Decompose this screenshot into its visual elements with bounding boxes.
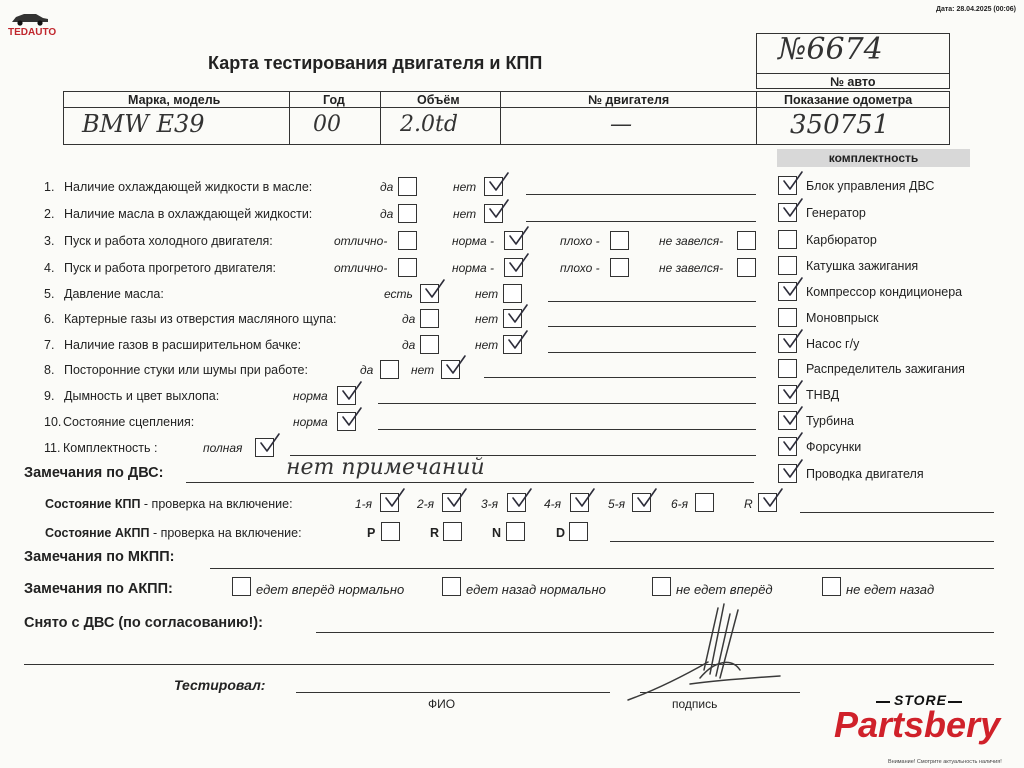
bottom-note: Внимание! Смотрите актуальность наличия! bbox=[888, 759, 1002, 765]
checklist-label: Наличие масла в охлаждающей жидкости: bbox=[64, 207, 313, 221]
checklist-num: 6. bbox=[44, 312, 55, 326]
akpp-option-label: едет назад нормально bbox=[466, 582, 606, 597]
option-label: нет bbox=[475, 338, 499, 352]
auto-gear-checkbox[interactable] bbox=[381, 522, 400, 541]
completeness-item-label: Насос г/у bbox=[806, 337, 860, 351]
option-label: да bbox=[380, 180, 394, 194]
completeness-item-label: Блок управления ДВС bbox=[806, 179, 935, 193]
option-label: норма bbox=[293, 415, 328, 429]
handwritten-signature bbox=[620, 600, 800, 710]
option-label: да bbox=[402, 338, 416, 352]
option-label: отлично- bbox=[334, 261, 388, 275]
checklist-num: 4. bbox=[44, 261, 55, 275]
brand-name: Partsbery bbox=[834, 704, 1001, 745]
completeness-checkbox[interactable] bbox=[778, 308, 797, 327]
option-label: не завелся- bbox=[659, 234, 724, 248]
value-year: 00 bbox=[313, 112, 341, 137]
auto-gear-label: N bbox=[492, 526, 502, 540]
option-checkbox[interactable] bbox=[398, 231, 417, 250]
option-checkbox[interactable] bbox=[380, 360, 399, 379]
gear-label: 1-я bbox=[355, 497, 373, 511]
option-checkbox[interactable] bbox=[420, 309, 439, 328]
gear-checkbox[interactable] bbox=[695, 493, 714, 512]
check-mark bbox=[339, 406, 365, 428]
option-label: нет bbox=[475, 312, 499, 326]
completeness-item-label: Распределитель зажигания bbox=[806, 362, 965, 376]
logo-text: TEDAUTO bbox=[8, 27, 57, 38]
gearbox-manual-label: Состояние КПП - проверка на включение: bbox=[45, 497, 293, 511]
header-year: Год bbox=[323, 93, 345, 107]
fio-label: ФИО bbox=[428, 697, 456, 711]
option-checkbox[interactable] bbox=[737, 231, 756, 250]
option-label: норма bbox=[293, 389, 328, 403]
check-mark bbox=[780, 276, 806, 298]
checklist-num: 9. bbox=[44, 389, 55, 403]
option-checkbox[interactable] bbox=[398, 258, 417, 277]
brand-logo bbox=[832, 693, 1012, 749]
akpp-option-label: не едет назад bbox=[846, 582, 935, 597]
option-label: отлично- bbox=[334, 234, 388, 248]
completeness-header: комплектность bbox=[777, 149, 970, 167]
value-odometer: 350751 bbox=[790, 110, 890, 140]
check-mark bbox=[444, 487, 470, 509]
option-checkbox[interactable] bbox=[420, 335, 439, 354]
completeness-checkbox[interactable] bbox=[778, 359, 797, 378]
check-mark bbox=[506, 252, 532, 274]
car-number-value: №6674 bbox=[778, 32, 883, 67]
check-mark bbox=[509, 487, 535, 509]
checklist-label: Давление масла: bbox=[64, 287, 164, 301]
option-checkbox[interactable] bbox=[737, 258, 756, 277]
gear-label: 2-я bbox=[417, 497, 435, 511]
check-mark bbox=[780, 379, 806, 401]
akpp-option-checkbox[interactable] bbox=[822, 577, 841, 596]
car-number-label: № авто bbox=[830, 75, 876, 89]
option-label: норма - bbox=[452, 234, 495, 248]
checklist-num: 8. bbox=[44, 363, 55, 377]
completeness-item-label: ТНВД bbox=[806, 388, 840, 402]
completeness-item-label: Проводка двигателя bbox=[806, 467, 924, 481]
option-checkbox[interactable] bbox=[610, 258, 629, 277]
value-model: BMW E39 bbox=[82, 110, 205, 138]
gear-label: 3-я bbox=[481, 497, 499, 511]
brand-store: STORE bbox=[894, 692, 947, 708]
check-mark bbox=[780, 458, 806, 480]
header-volume: Объём bbox=[417, 93, 460, 107]
checklist-num: 10. bbox=[44, 415, 62, 429]
completeness-item-label: Катушка зажигания bbox=[806, 259, 919, 273]
gear-label: 6-я bbox=[671, 497, 689, 511]
option-label: да bbox=[360, 363, 374, 377]
option-label: есть bbox=[384, 287, 413, 301]
check-mark bbox=[780, 431, 806, 453]
option-checkbox[interactable] bbox=[398, 204, 417, 223]
akpp-option-label: едет вперёд нормально bbox=[256, 582, 405, 597]
checklist-num: 1. bbox=[44, 180, 55, 194]
completeness-item-label: Карбюратор bbox=[806, 233, 877, 247]
remarks-engine-value: нет примечаний bbox=[286, 455, 485, 480]
gearbox-auto-label: Состояние АКПП - проверка на включение: bbox=[45, 526, 302, 540]
akpp-option-checkbox[interactable] bbox=[232, 577, 251, 596]
check-mark bbox=[505, 303, 531, 325]
gear-label: 4-я bbox=[544, 497, 562, 511]
akpp-option-checkbox[interactable] bbox=[442, 577, 461, 596]
check-mark bbox=[780, 405, 806, 427]
check-mark bbox=[760, 487, 786, 509]
header-model: Марка, модель bbox=[128, 93, 221, 107]
check-mark bbox=[382, 487, 408, 509]
gear-label: 5-я bbox=[608, 497, 626, 511]
completeness-checkbox[interactable] bbox=[778, 256, 797, 275]
option-label: нет bbox=[475, 287, 499, 301]
checklist-label: Дымность и цвет выхлопа: bbox=[64, 389, 220, 403]
checklist-num: 11. bbox=[44, 441, 61, 455]
auto-gear-label: P bbox=[367, 526, 376, 540]
auto-gear-label: R bbox=[430, 526, 440, 540]
auto-gear-label: D bbox=[556, 526, 566, 540]
check-mark bbox=[634, 487, 660, 509]
check-mark bbox=[422, 278, 448, 300]
option-label: плохо - bbox=[560, 261, 600, 275]
checklist-label: Пуск и работа холодного двигателя: bbox=[64, 234, 273, 248]
auto-gear-checkbox[interactable] bbox=[443, 522, 462, 541]
check-mark bbox=[339, 380, 365, 402]
checklist-num: 2. bbox=[44, 207, 55, 221]
remarks-engine-label: Замечания по ДВС: bbox=[24, 465, 164, 481]
check-mark bbox=[780, 197, 806, 219]
checklist-num: 3. bbox=[44, 234, 55, 248]
check-mark bbox=[572, 487, 598, 509]
checklist-label: Посторонние стуки или шумы при работе: bbox=[64, 363, 308, 377]
checklist-num: 7. bbox=[44, 338, 55, 352]
auto-gear-checkbox[interactable] bbox=[569, 522, 588, 541]
check-mark bbox=[505, 329, 531, 351]
checklist-label: Пуск и работа прогретого двигателя: bbox=[64, 261, 276, 275]
completeness-item-label: Форсунки bbox=[806, 440, 862, 454]
page-title: Карта тестирования двигателя и КПП bbox=[208, 53, 543, 73]
option-checkbox[interactable] bbox=[398, 177, 417, 196]
header-odometer: Показание одометра bbox=[784, 93, 913, 107]
completeness-item-label: Турбина bbox=[806, 414, 854, 428]
removed-label: Снято с ДВС (по согласованию!): bbox=[24, 615, 263, 631]
option-label: плохо - bbox=[560, 234, 600, 248]
option-label: да bbox=[380, 207, 394, 221]
remarks-mkpp-label: Замечания по МКПП: bbox=[24, 549, 175, 565]
logo bbox=[8, 10, 57, 38]
car-icon bbox=[10, 10, 50, 26]
option-label: нет bbox=[453, 180, 477, 194]
option-label: нет bbox=[453, 207, 477, 221]
check-mark bbox=[486, 198, 512, 220]
check-mark bbox=[780, 328, 806, 350]
remarks-akpp-label: Замечания по АКПП: bbox=[24, 581, 173, 597]
check-mark bbox=[506, 225, 532, 247]
option-label: нет bbox=[411, 363, 435, 377]
check-mark bbox=[486, 171, 512, 193]
completeness-item-label: Компрессор кондиционера bbox=[806, 285, 963, 299]
option-checkbox[interactable] bbox=[503, 284, 522, 303]
header-engine-no: № двигателя bbox=[588, 93, 670, 107]
signature-label: подпись bbox=[672, 697, 718, 711]
checklist-label: Наличие газов в расширительном бачке: bbox=[64, 338, 302, 352]
checklist-label: Наличие охлаждающей жидкости в масле: bbox=[64, 180, 313, 194]
check-mark bbox=[443, 354, 469, 376]
option-checkbox[interactable] bbox=[610, 231, 629, 250]
completeness-checkbox[interactable] bbox=[778, 230, 797, 249]
completeness-item-label: Моновпрыск bbox=[806, 311, 879, 325]
print-date: Дата: 28.04.2025 (00:06) bbox=[935, 6, 1016, 13]
gear-label: R bbox=[744, 497, 753, 511]
check-mark bbox=[257, 432, 283, 454]
value-engine-no: — bbox=[610, 112, 632, 137]
checklist-label: Картерные газы из отверстия масляного щупа: bbox=[64, 312, 337, 326]
akpp-option-label: не едет вперёд bbox=[676, 582, 773, 597]
checklist-num: 5. bbox=[44, 287, 55, 301]
akpp-option-checkbox[interactable] bbox=[652, 577, 671, 596]
option-label: да bbox=[402, 312, 416, 326]
value-volume: 2.0td bbox=[400, 112, 458, 137]
checklist-label: Состояние сцепления: bbox=[63, 415, 195, 429]
auto-gear-checkbox[interactable] bbox=[506, 522, 525, 541]
option-label: норма - bbox=[452, 261, 495, 275]
completeness-item-label: Генератор bbox=[806, 206, 866, 220]
check-mark bbox=[780, 170, 806, 192]
tested-by-label: Тестировал: bbox=[174, 677, 266, 693]
option-label: полная bbox=[203, 441, 243, 455]
option-label: не завелся- bbox=[659, 261, 724, 275]
checklist-label: Комплектность : bbox=[63, 441, 158, 455]
